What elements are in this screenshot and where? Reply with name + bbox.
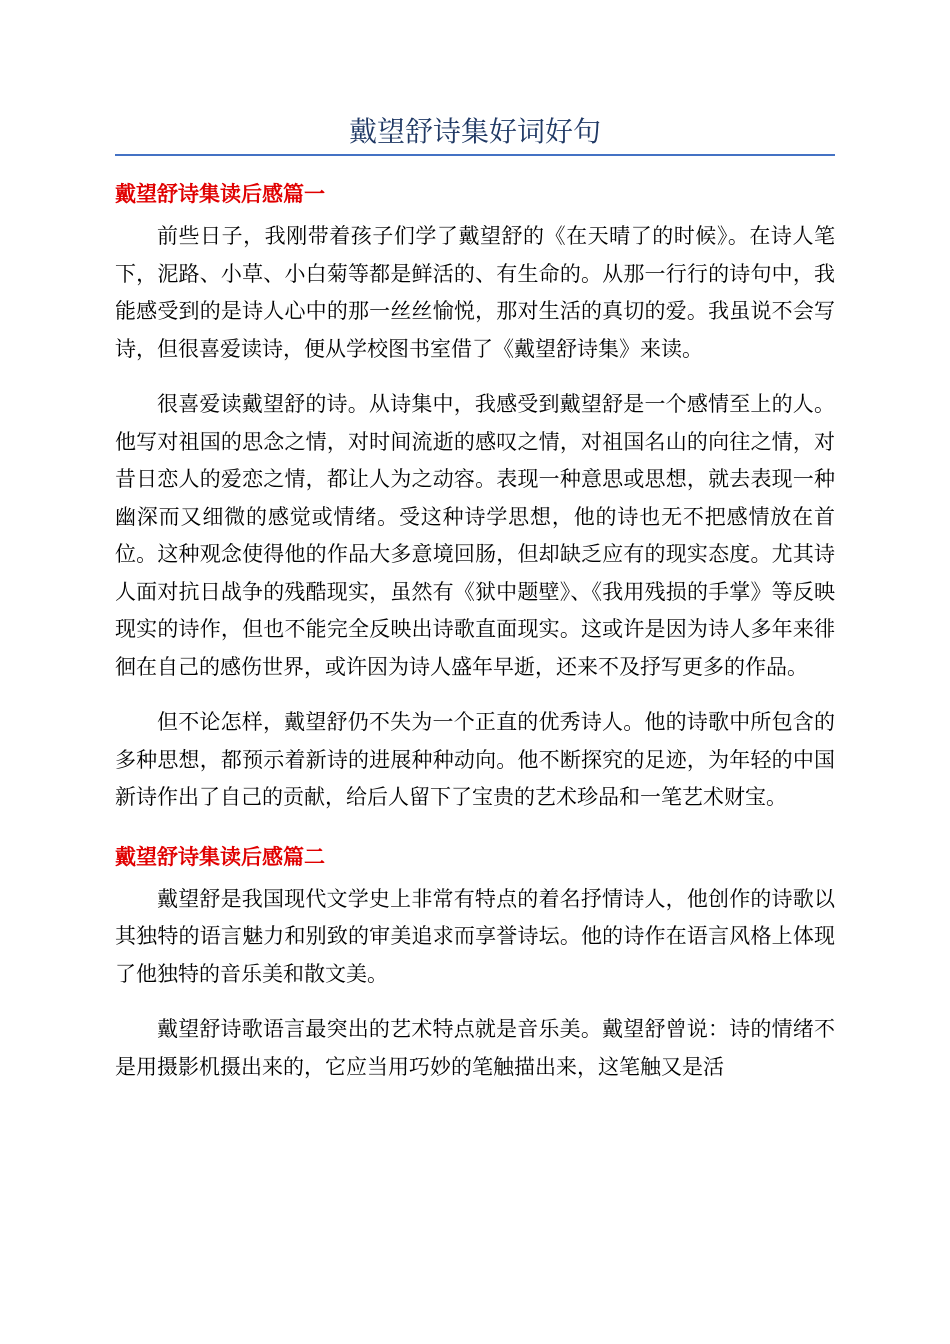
paragraph: 戴望舒诗歌语言最突出的艺术特点就是音乐美。戴望舒曾说：诗的情绪不是用摄影机摄出来的，它应当用巧妙的笔触描出来，这笔触又是活 — [115, 1017, 835, 1079]
paragraph: 但不论怎样，戴望舒仍不失为一个正直的优秀诗人。他的诗歌中所包含的多种思想，都预示着新诗的进展种种动向。他不断探究的足迹，为年轻的中国新诗作出了自己的贡献，给后人留下了宝贵的艺术珍品和一笔艺术财宝。 — [115, 710, 835, 809]
paragraph: 很喜爱读戴望舒的诗。从诗集中，我感受到戴望舒是一个感情至上的人。他写对祖国的思念之情，对时间流逝的感叹之情，对祖国名山的向往之情，对昔日恋人的爱恋之情，都让人为之动容。表现一种意思或思想，就去表现一种幽深而又细微的感觉或情绪。受这种诗学思想，他的诗也无不把感情放在首位。这种观念使得他的作品大多意境回肠，但却缺乏应有的现实态度。尤其诗人面对抗日战争的残酷现实，虽然有《狱中题壁》、《我用残损的手掌》等反映现实的诗作，但也不能完全反映出诗歌直面现实。这或许是因为诗人多年来徘徊在自己的感伤世界，或许因为诗人盛年早逝，还来不及抒写更多的作品。 — [115, 392, 835, 679]
section-2 — [115, 835, 835, 1087]
section-heading: 戴望舒诗集读后感篇一 — [115, 182, 325, 206]
section-1 — [115, 172, 835, 817]
title-underline — [115, 154, 835, 156]
section-heading: 戴望舒诗集读后感篇二 — [115, 844, 325, 869]
paragraph: 戴望舒是我国现代文学史上非常有特点的着名抒情诗人，他创作的诗歌以其独特的语言魅力和别致的审美追求而享誉诗坛。他的诗作在语言风格上体现了他独特的音乐美和散文美。 — [115, 886, 835, 986]
document-title: 戴望舒诗集好词好句 — [348, 115, 601, 148]
document-body — [115, 172, 835, 1104]
paragraph: 前些日子，我刚带着孩子们学了戴望舒的《在天晴了的时候》。在诗人笔下，泥路、小草、小白菊等都是鲜活的、有生命的。从那一行行的诗句中，我能感受到的是诗人心中的那一丝丝愉悦，那对生活的真切的爱。我虽说不会写诗，但很喜爱读诗，便从学校图书室借了《戴望舒诗集》来读。 — [115, 224, 835, 361]
